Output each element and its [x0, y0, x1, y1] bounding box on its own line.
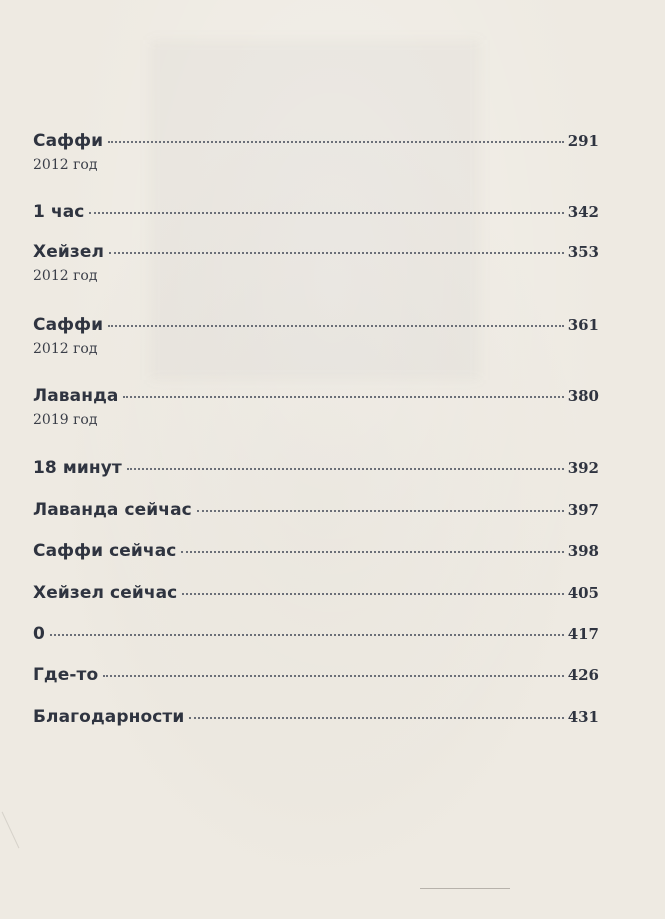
toc-entry	[33, 131, 599, 173]
toc-entry-year: 2012 год	[33, 157, 98, 173]
toc-entry-page: 291	[567, 132, 599, 150]
toc-leader-dots	[109, 251, 564, 254]
toc-entry-title: Благодарности	[33, 707, 185, 727]
toc-entry-page: 417	[567, 625, 599, 643]
toc-entry-page: 405	[567, 584, 599, 602]
toc-entry	[33, 665, 599, 689]
toc-leader-dots	[50, 633, 564, 636]
toc-entry-year: 2012 год	[33, 341, 98, 357]
page-crease	[2, 812, 20, 849]
toc-entry-page: 397	[567, 501, 599, 519]
toc-entry-year: 2012 год	[33, 268, 98, 284]
toc-entry-title: Хейзел	[33, 242, 105, 262]
toc-entry-page: 426	[567, 666, 599, 684]
toc-leader-dots	[108, 324, 564, 327]
toc-entry	[33, 315, 599, 357]
toc-leader-dots	[181, 550, 563, 553]
toc-entry-title: Саффи	[33, 315, 104, 335]
toc-entry	[33, 707, 599, 731]
toc-leader-dots	[189, 716, 563, 719]
toc-leader-dots	[123, 395, 563, 398]
toc-leader-dots	[89, 211, 563, 214]
toc-entry	[33, 202, 599, 226]
toc-entry-page: 392	[567, 459, 599, 477]
toc-entry	[33, 583, 599, 607]
toc-entry-title: Саффи	[33, 131, 104, 151]
toc-entry-title: 0	[33, 624, 45, 644]
toc-entry-page: 398	[567, 542, 599, 560]
toc-entry-title: 1 час	[33, 202, 85, 222]
toc-entry-page: 380	[567, 387, 599, 405]
toc-leader-dots	[108, 140, 564, 143]
toc-leader-dots	[127, 467, 564, 470]
toc-entry-page: 342	[567, 203, 599, 221]
toc-entry-title: Хейзел сейчас	[33, 583, 178, 603]
toc-entry-title: Саффи сейчас	[33, 541, 177, 561]
toc-entry-year: 2019 год	[33, 412, 98, 428]
toc-entry	[33, 624, 599, 648]
toc-entry-title: Лаванда сейчас	[33, 500, 192, 520]
toc-entry	[33, 242, 599, 284]
toc-entry	[33, 386, 599, 428]
toc-entry-title: 18 минут	[33, 458, 122, 478]
toc-entry	[33, 541, 599, 565]
toc-leader-dots	[197, 509, 564, 512]
toc-entry-page: 431	[567, 708, 599, 726]
toc-entry-page: 361	[567, 316, 599, 334]
toc-leader-dots	[182, 592, 563, 595]
page-scratch	[420, 888, 510, 889]
toc-entry-title: Где-то	[33, 665, 99, 685]
toc-entry	[33, 458, 599, 482]
toc-entry-page: 353	[567, 243, 599, 261]
toc-entry-title: Лаванда	[33, 386, 119, 406]
toc-entry	[33, 500, 599, 524]
toc-leader-dots	[103, 674, 563, 677]
